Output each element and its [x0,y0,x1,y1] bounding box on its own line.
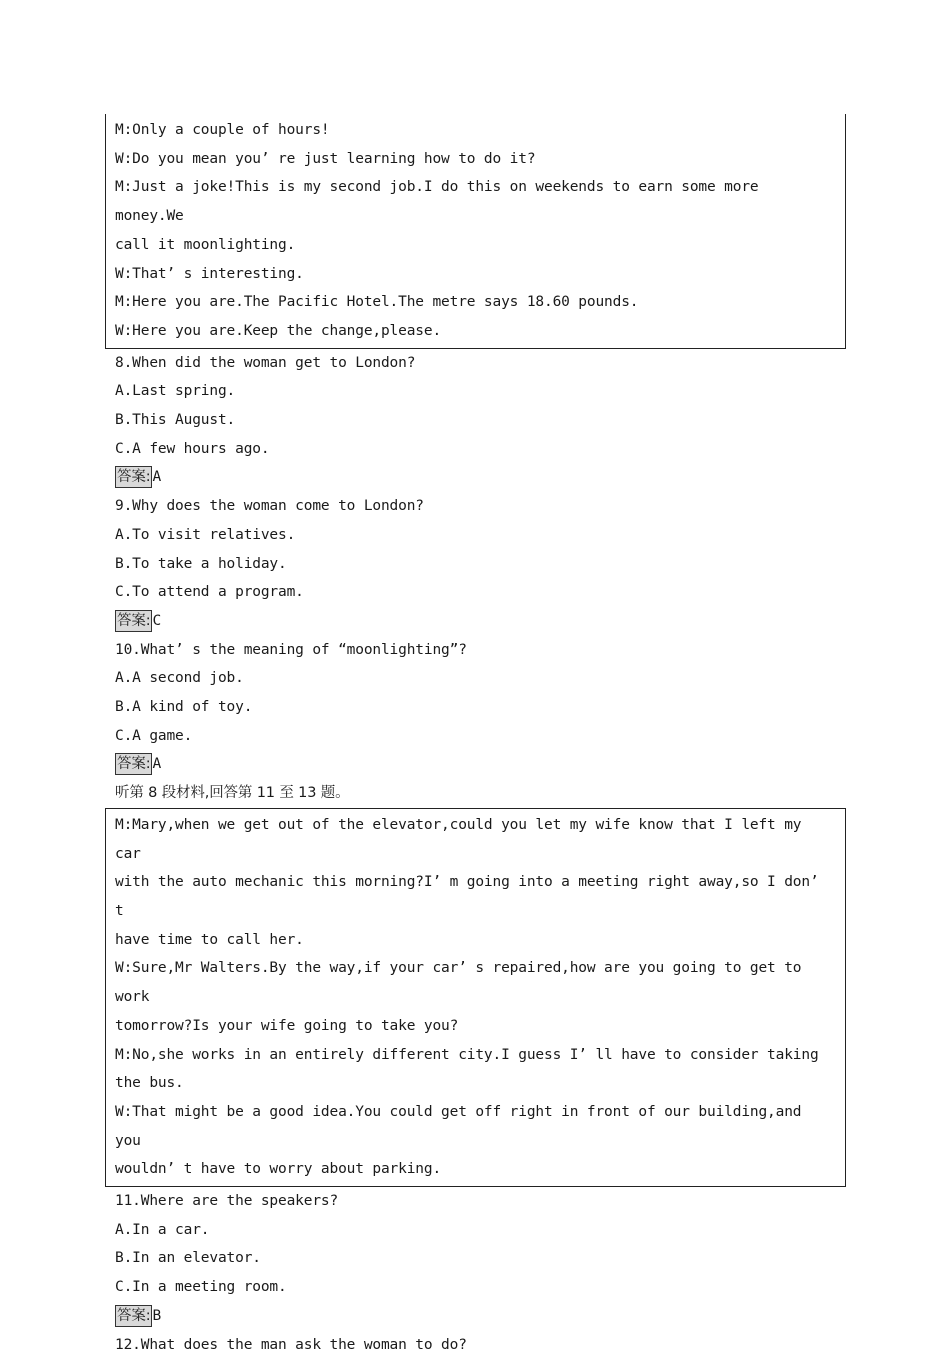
page-content [105,114,846,1359]
dialog-line: W:Sure,Mr Walters.By the way,if your car’ s repaired,how are you going to get to work [115,960,802,1006]
answer-value: C [152,612,162,629]
option-a: A.Last spring. [115,383,236,400]
question-text: 11.Where are the speakers? [115,1193,339,1210]
answer-label: 答案: [115,1305,152,1327]
answer-line [115,750,846,779]
question-text: 9.Why does the woman come to London? [115,498,424,515]
dialog-line: call it moonlighting. [115,236,296,253]
dialog-line: W:That’ s interesting. [115,265,304,282]
dialog-line: W:That might be a good idea.You could get off right in front of our building,and you [115,1103,802,1149]
option-a: A.A second job. [115,670,244,687]
question-block-9 [105,492,846,636]
dialog-line: M:Here you are.The Pacific Hotel.The metre says 18.60 pounds. [115,294,639,311]
option-a: A.To visit relatives. [115,526,296,543]
answer-line [115,1302,846,1331]
option-b: B.To take a holiday. [115,555,287,572]
dialog-box-part2 [105,808,846,1187]
option-b: B.A kind of toy. [115,699,253,716]
dialog-line: wouldn’ t have to worry about parking. [115,1161,442,1178]
question-text: 10.What’ s the meaning of “moonlighting”? [115,641,467,658]
option-c: C.A game. [115,727,193,744]
answer-label: 答案: [115,753,152,775]
answer-value: A [152,756,162,773]
question-block-8 [105,349,846,493]
dialog-line: have time to call her. [115,931,304,948]
question-block-12 [105,1331,846,1359]
question-text: 8.When did the woman get to London? [115,354,416,371]
answer-value: B [152,1307,162,1324]
question-text: 12.What does the man ask the woman to do? [115,1336,467,1353]
dialog-line: M:Just a joke!This is my second job.I do this on weekends to earn some more money.We [115,179,759,225]
option-b: B.This August. [115,412,236,429]
dialog-line: W:Do you mean you’ re just learning how to do it? [115,150,536,167]
dialog-line: tomorrow?Is your wife going to take you? [115,1017,459,1034]
dialog-line: M:Mary,when we get out of the elevator,could you let my wife know that I left my car [115,816,802,862]
answer-label: 答案: [115,610,152,632]
question-block-10 [105,636,846,780]
dialog-line: M:No,she works in an entirely different city.I guess I’ ll have to consider taking [115,1046,819,1063]
option-a: A.In a car. [115,1221,210,1238]
section-heading-block [105,779,846,808]
dialog-line: with the auto mechanic this morning?I’ m going into a meeting right away,so I don’ t [115,874,819,919]
option-c: C.A few hours ago. [115,440,270,457]
answer-value: A [152,469,162,486]
dialog-line: the bus. [115,1075,184,1092]
section-heading: 听第 8 段材料,回答第 11 至 13 题。 [115,785,350,802]
answer-line [115,463,846,492]
option-c: C.In a meeting room. [115,1279,287,1296]
dialog-line: M:Only a couple of hours! [115,122,330,138]
option-c: C.To attend a program. [115,584,304,601]
question-block-11 [105,1187,846,1331]
option-b: B.In an elevator. [115,1250,261,1267]
answer-label: 答案: [115,466,152,488]
dialog-line: W:Here you are.Keep the change,please. [115,322,442,339]
dialog-box-part1 [105,114,846,349]
answer-line [115,607,846,636]
